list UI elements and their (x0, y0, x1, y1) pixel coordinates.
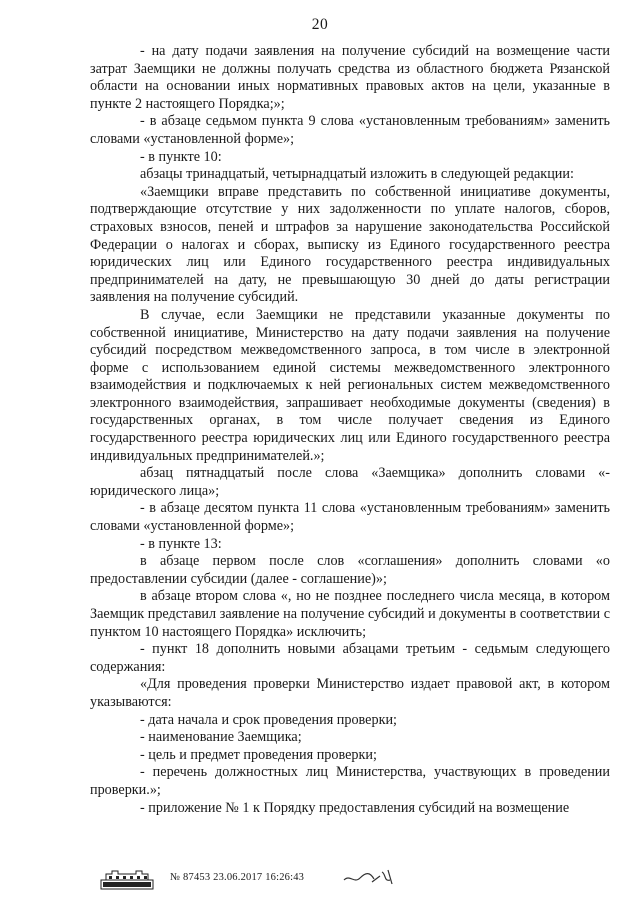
paragraph: В случае, если Заемщики не представили указанные документы по собственной инициативе, Министерство на дату подачи заявления на получение субсидий посредством межведомственного запроса, в том числе в электронной форме с использованием единой системы межведомственного электронного взаимодействия и подключаемых к ней региональных систем межведомственного электронного взаимодействия, запрашивает необходимые документы (сведения) в государственных органах, в том числе получает сведения из Единого государственного реестра юридических лиц или Единого государственного реестра индивидуальных предпринимателей.»; (90, 306, 610, 464)
handwritten-mark-icon (340, 864, 400, 888)
paragraph: - в пункте 10: (140, 148, 222, 165)
paragraph: «Заемщики вправе представить по собственной инициативе документы, подтверждающие отсутствие у них задолженности по уплате налогов, сборов, страховых взносов, пеней и штрафов за нарушение законодательства Российской Федерации о налогах и сборах, выписку из Единого государственного реестра юридических лиц или Единого государственного реестра индивидуальных предпринимателей на дату, не превышающую 30 дней до даты регистрации заявления на получение субсидий. (90, 183, 610, 306)
registration-number: № 87453 23.06.2017 16:26:43 (170, 872, 305, 883)
paragraph: - дата начала и срок проведения проверки; (140, 711, 397, 728)
paragraph: - пункт 18 дополнить новыми абзацами третьим - седьмым следующего содержания: (90, 641, 610, 675)
paragraph: - в пункте 13: (140, 535, 222, 552)
paragraph: - приложение № 1 к Порядку предоставления субсидий на возмещение (140, 799, 570, 816)
paragraph: - перечень должностных лиц Министерства, участвующих в проведении проверки.»; (90, 764, 610, 798)
paragraph: «Для проведения проверки Министерство издает правовой акт, в котором указываются: (90, 676, 610, 710)
footer (100, 868, 520, 892)
paragraph: в абзаце втором слова «, но не позднее последнего числа месяца, в котором Заемщик представил заявление на получение субсидий и документы в соответствии с пунктом 10 настоящего Порядка» исключить; (90, 588, 610, 640)
registry-stamp-icon (100, 868, 154, 890)
paragraph: - на дату подачи заявления на получение субсидий на возмещение части затрат Заемщики не должны получать средства из областного бюджета Рязанской области на основании иных нормативных правовых актов на цели, указанные в пункте 2 настоящего Порядка;»; (90, 43, 610, 112)
paragraph: - цель и предмет проведения проверки; (140, 746, 377, 763)
paragraph: абзац пятнадцатый после слова «Заемщика» дополнить словами «- юридического лица»; (90, 465, 610, 499)
paragraph: - в абзаце седьмом пункта 9 слова «установленным требованиям» заменить словами «установленной форме»; (90, 113, 610, 147)
paragraph: - наименование Заемщика; (140, 729, 302, 746)
page-number: 20 (311, 16, 329, 33)
paragraph: в абзаце первом после слов «соглашения» дополнить словами «о предоставлении субсидии (далее - соглашение)»; (90, 553, 610, 587)
paragraph: - в абзаце десятом пункта 11 слова «установленным требованиям» заменить словами «установленной форме»; (90, 500, 610, 535)
document-body (90, 43, 610, 817)
paragraph: абзацы тринадцатый, четырнадцатый изложить в следующей редакции: (140, 166, 574, 183)
